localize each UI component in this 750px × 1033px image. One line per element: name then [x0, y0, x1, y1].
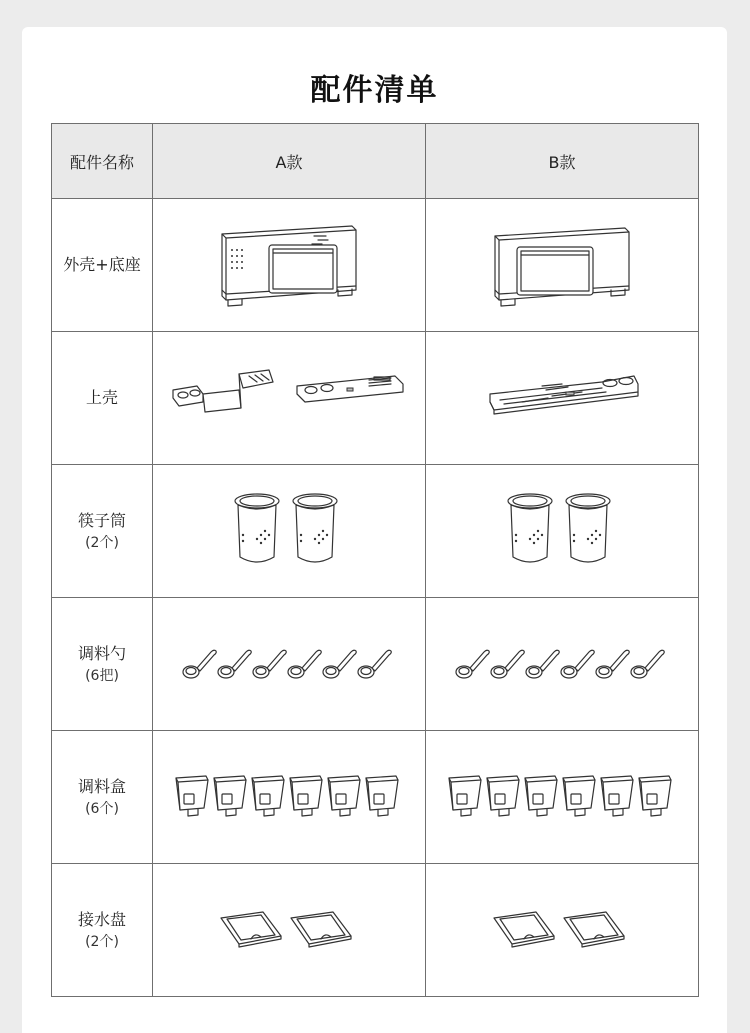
model-a-image-cell [153, 598, 426, 731]
part-quantity: (2个) [85, 535, 119, 551]
model-b-image-cell [426, 731, 699, 864]
chopstick-holders-b-image [502, 491, 622, 571]
part-name-cell [52, 731, 153, 864]
model-b-image-cell [426, 465, 699, 598]
model-a-image-cell [153, 199, 426, 332]
part-quantity: (2个) [85, 934, 119, 950]
model-b-image-cell [426, 598, 699, 731]
part-name: 调料盒 [77, 777, 126, 796]
housing-base-b-image [487, 220, 637, 310]
model-a-image-cell [153, 731, 426, 864]
part-name-cell [52, 598, 153, 731]
drip-trays-a-image [219, 910, 359, 950]
chopstick-holders-a-image [229, 491, 349, 571]
spoons-b-image [454, 644, 670, 684]
seasoning-boxes-b-image [447, 774, 677, 820]
part-name-cell [52, 864, 153, 997]
page-card [22, 27, 727, 1033]
table-row [52, 731, 699, 864]
part-name-cell [52, 465, 153, 598]
accessory-table [51, 123, 699, 997]
housing-base-a-image [214, 220, 364, 310]
top-shell-b-image [482, 368, 642, 428]
table-row [52, 864, 699, 997]
model-a-image-cell [153, 864, 426, 997]
table-row [52, 465, 699, 598]
part-quantity: (6把) [85, 668, 119, 684]
part-name: 外壳+底座 [63, 255, 141, 274]
header-part-name: 配件名称 [52, 124, 153, 199]
part-name: 调料勺 [77, 644, 126, 663]
table-header-row [52, 124, 699, 199]
table-row [52, 199, 699, 332]
part-name-cell [52, 199, 153, 332]
header-model-b: B款 [426, 124, 699, 199]
spoons-a-image [181, 644, 397, 684]
part-name: 接水盘 [77, 910, 126, 929]
header-model-a: A款 [153, 124, 426, 199]
table-row [52, 598, 699, 731]
part-quantity: (6个) [85, 801, 119, 817]
part-name: 筷子筒 [77, 511, 126, 530]
table-row [52, 332, 699, 465]
drip-trays-b-image [492, 910, 632, 950]
model-b-image-cell [426, 864, 699, 997]
part-name: 上壳 [85, 388, 118, 407]
part-name-cell [52, 332, 153, 465]
top-shell-a-image [169, 368, 409, 428]
model-a-image-cell [153, 332, 426, 465]
model-a-image-cell [153, 465, 426, 598]
model-b-image-cell [426, 332, 699, 465]
page-title: 配件清单 [310, 73, 439, 108]
model-b-image-cell [426, 199, 699, 332]
seasoning-boxes-a-image [174, 774, 404, 820]
